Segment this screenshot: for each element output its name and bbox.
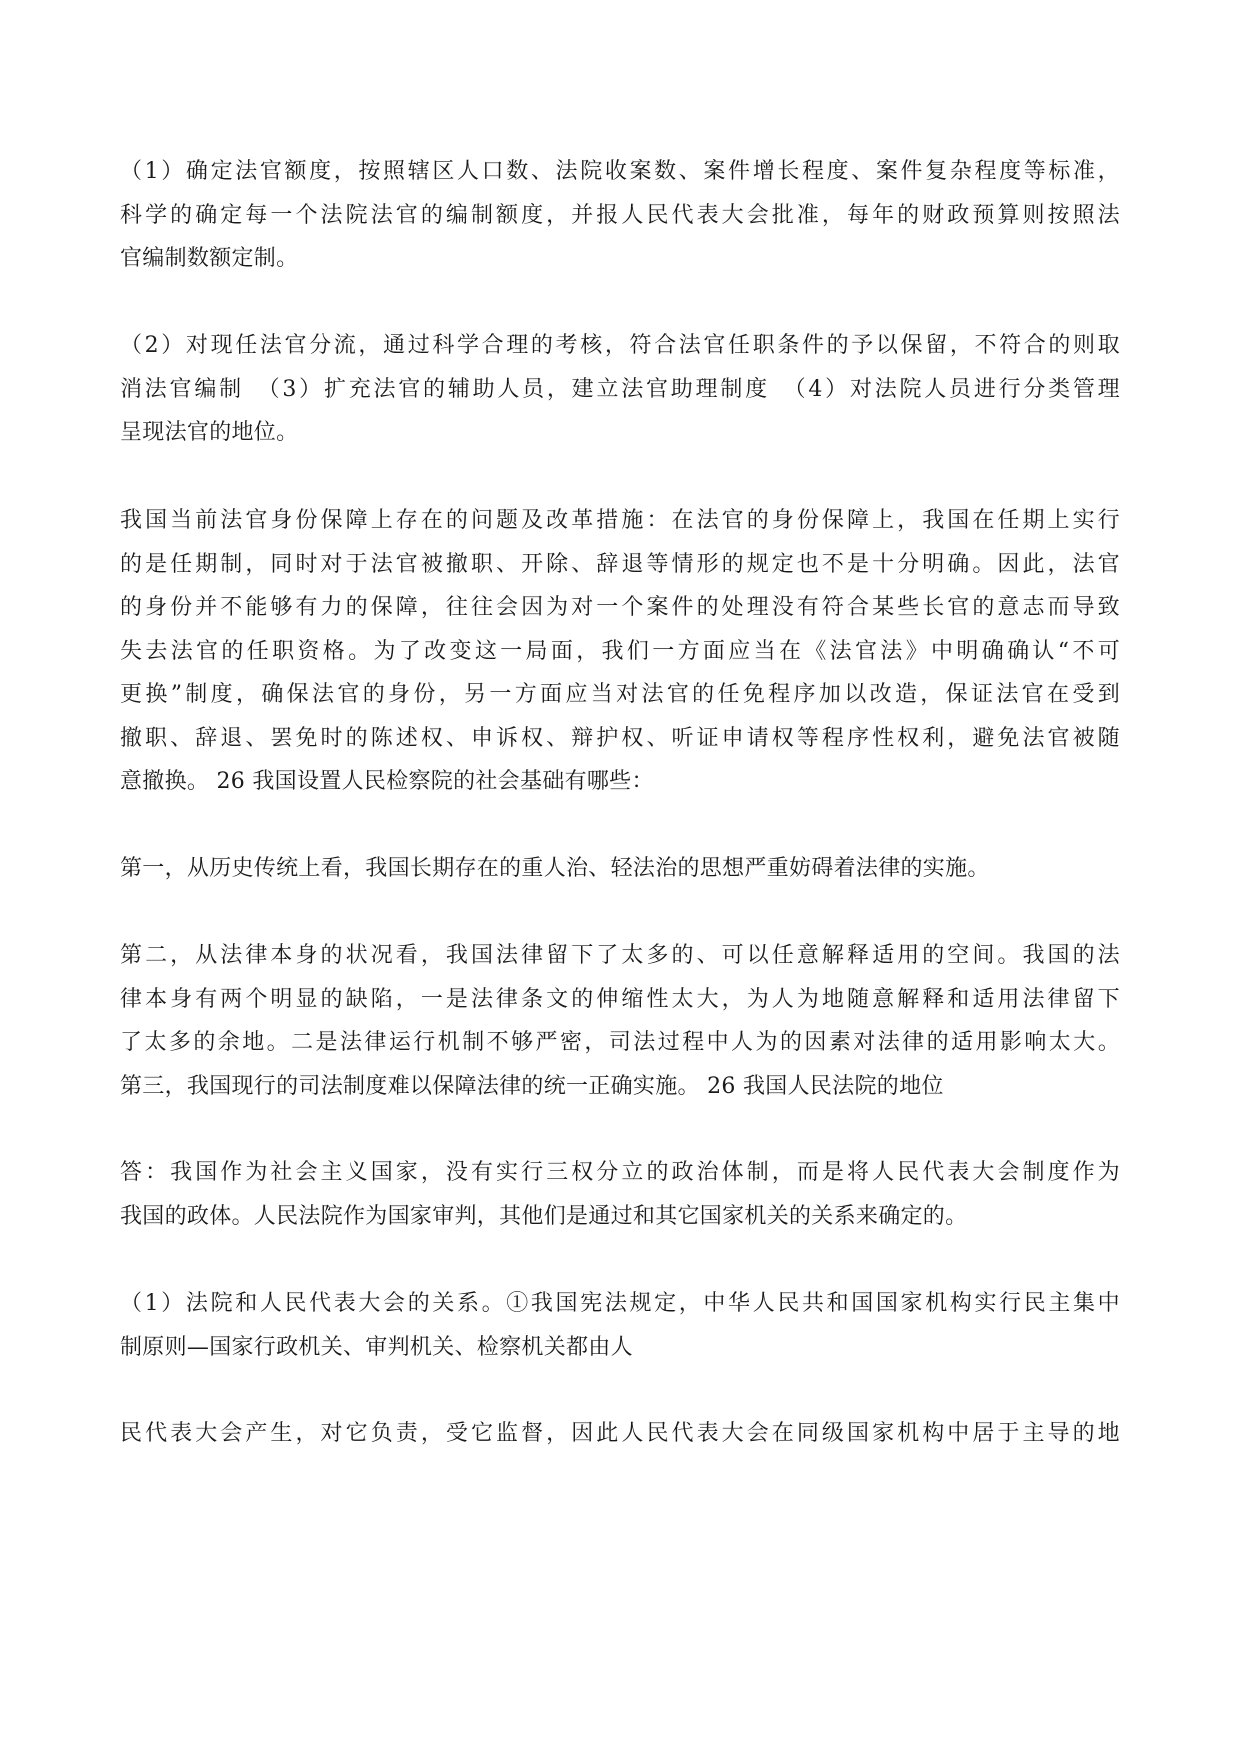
paragraph-line: 第三，我国现行的司法制度难以保障法律的统一正确实施。 26 我国人民法院的地位 bbox=[120, 1073, 944, 1099]
paragraph-line: 撤职、辞退、罢免时的陈述权、申诉权、辩护权、听证申请权等程序性权利，避免法官被随 bbox=[120, 725, 1120, 751]
paragraph-line: 了太多的余地。二是法律运行机制不够严密，司法过程中人为的因素对法律的适用影响太大。 bbox=[120, 1030, 1120, 1055]
paragraph-4 bbox=[120, 847, 1120, 891]
paragraph-line: 更换”制度，确保法官的身份，另一方面应当对法官的任免程序加以改造，保证法官在受到 bbox=[120, 682, 1120, 707]
paragraph-line: 失去法官的任职资格。为了改变这一局面，我们一方面应当在《法官法》中明确确认“不可 bbox=[120, 638, 1120, 664]
paragraph-line: 律本身有两个明显的缺陷，一是法律条文的伸缩性太大，为人为地随意解释和适用法律留下 bbox=[120, 986, 1120, 1012]
paragraph-line: （1）法院和人民代表大会的关系。①我国宪法规定，中华人民共和国国家机构实行民主集中 bbox=[120, 1291, 1120, 1316]
paragraph-7 bbox=[120, 1282, 1120, 1369]
paragraph-line: （2）对现任法官分流，通过科学合理的考核，符合法官任职条件的予以保留，不符合的则取 bbox=[120, 333, 1120, 358]
paragraph-8 bbox=[120, 1412, 1120, 1456]
paragraph-line: 我国当前法官身份保障上存在的问题及改革措施：在法官的身份保障上，我国在任期上实行 bbox=[120, 508, 1120, 533]
paragraph-line: 民代表大会产生，对它负责，受它监督，因此人民代表大会在同级国家机构中居于主导的地 bbox=[120, 1421, 1120, 1446]
paragraph-line: 呈现法官的地位。 bbox=[120, 420, 299, 445]
paragraph-line: 答：我国作为社会主义国家，没有实行三权分立的政治体制，而是将人民代表大会制度作为 bbox=[120, 1160, 1120, 1185]
paragraph-5 bbox=[120, 934, 1120, 1108]
paragraph-line: 的身份并不能够有力的保障，往往会因为对一个案件的处理没有符合某些长官的意志而导致 bbox=[120, 595, 1120, 620]
paragraph-2 bbox=[120, 324, 1120, 455]
paragraph-line: 的是任期制，同时对于法官被撤职、开除、辞退等情形的规定也不是十分明确。因此，法官 bbox=[120, 551, 1120, 577]
paragraph-line: 官编制数额定制。 bbox=[120, 246, 299, 271]
paragraph-line: 消法官编制 （3）扩充法官的辅助人员，建立法官助理制度 （4）对法院人员进行分类管理 bbox=[120, 376, 1120, 402]
paragraph-line: 第一，从历史传统上看，我国长期存在的重人治、轻法治的思想严重妨碍着法律的实施。 bbox=[120, 856, 990, 881]
paragraph-line: 我国的政体。人民法院作为国家审判，其他们是通过和其它国家机关的关系来确定的。 bbox=[120, 1203, 968, 1229]
paragraph-line: 科学的确定每一个法院法官的编制额度，并报人民代表大会批准，每年的财政预算则按照法 bbox=[120, 202, 1120, 228]
paragraph-3 bbox=[120, 499, 1120, 804]
paragraph-line: （1）确定法官额度，按照辖区人口数、法院收案数、案件增长程度、案件复杂程度等标准， bbox=[120, 159, 1120, 184]
paragraph-1 bbox=[120, 150, 1120, 281]
paragraph-line: 意撤换。 26 我国设置人民检察院的社会基础有哪些： bbox=[120, 769, 654, 794]
paragraph-6 bbox=[120, 1151, 1120, 1238]
paragraph-line: 第二，从法律本身的状况看，我国法律留下了太多的、可以任意解释适用的空间。我国的法 bbox=[120, 943, 1120, 968]
paragraph-line: 制原则—国家行政机关、审判机关、检察机关都由人 bbox=[120, 1334, 633, 1360]
